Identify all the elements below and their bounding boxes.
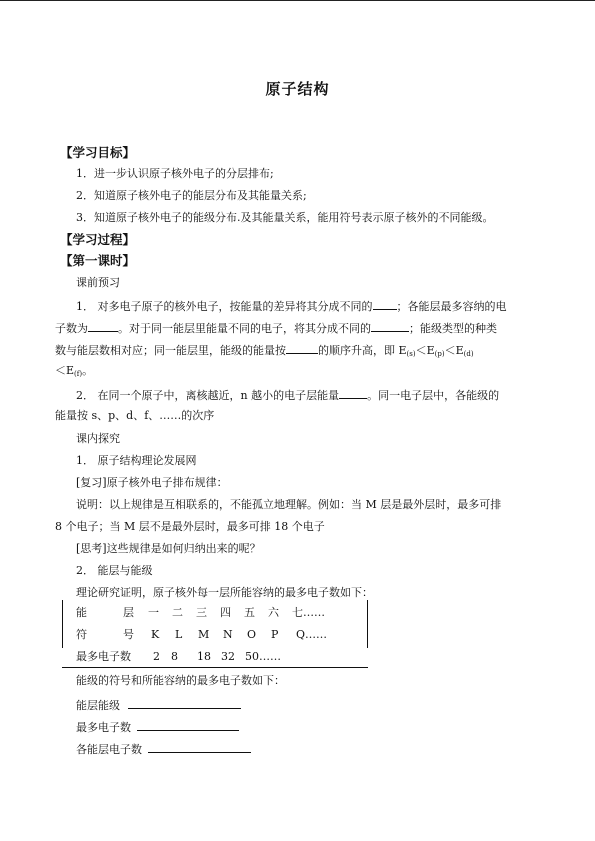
learning-goal-item: 3．知道原子核外电子的能级分布.及其能量关系，能用符号表示原子核外的不同能级。 [76, 211, 494, 224]
answer-blank[interactable] [373, 298, 397, 310]
subscript-p: (p) [434, 350, 445, 358]
table-cell: P [271, 628, 279, 641]
learning-goals-heading: 【学习目标】 [60, 145, 136, 160]
page-title: 原子结构 [265, 80, 330, 98]
in-class-item1: 1． 原子结构理论发展网 [76, 454, 197, 467]
field-label: 各能层电子数 [76, 743, 142, 756]
q1-text: ＜E [444, 344, 464, 357]
q2-text: 2． 在同一个原子中，离核越近，n 越小的电子层能量 [76, 389, 340, 402]
answer-blank[interactable] [339, 387, 367, 399]
table-cell: 50…… [245, 650, 281, 663]
table-cell: 18 [197, 650, 211, 663]
table-cell: N [223, 628, 233, 641]
table-cell: 四 [220, 606, 231, 619]
q1-text: 的顺序升高，即 E [318, 344, 407, 357]
table-cell: 能 [76, 606, 87, 619]
preview-q1-line3 [55, 342, 474, 361]
table-cell: O [247, 628, 257, 641]
top-rule [0, 0, 595, 1]
table-cell: Q…… [296, 628, 328, 641]
preview-label: 课前预习 [76, 276, 120, 289]
review-label: [复习]原子核外电子排布规律： [76, 476, 228, 489]
sublevel-intro: 能级的符号和所能容纳的最多电子数如下： [76, 674, 285, 687]
answer-blank[interactable] [88, 320, 118, 332]
q1-text: ＜E [415, 344, 435, 357]
process-heading: 【学习过程】 [60, 232, 136, 247]
table-cell: 二 [172, 606, 183, 619]
table-cell: 六 [268, 606, 279, 619]
q1-text: ；能级类型的种类 [409, 322, 497, 335]
field-row [76, 697, 241, 713]
table-border-left [62, 600, 63, 648]
q1-text: 。对于同一能层里能量不同的电子，将其分成不同的 [118, 322, 371, 335]
table-cell: 2 [153, 650, 160, 663]
field-label: 能层能级 [76, 699, 120, 712]
q1-text: 。 [82, 364, 94, 377]
field-label: 最多电子数 [76, 721, 131, 734]
learning-goal-item: 1．进一步认识原子核外电子的分层排布; [76, 167, 274, 180]
table-border-bottom [62, 667, 368, 668]
subscript-s: (s) [406, 350, 416, 358]
note-line2: 8 个电子；当 M 层不是最外层时，最多可排 18 个电子 [55, 520, 325, 533]
preview-q1-line1 [76, 298, 507, 314]
subscript-f: (f) [74, 370, 83, 378]
answer-blank[interactable] [137, 719, 239, 731]
field-row [76, 741, 251, 757]
note-line1: 说明：以上规律是互相联系的，不能孤立地理解。例如：当 M 层是最外层时，最多可排 [76, 498, 502, 511]
preview-q2-line1 [76, 387, 499, 403]
field-row [76, 719, 239, 735]
answer-blank[interactable] [148, 741, 251, 753]
answer-blank[interactable] [128, 697, 241, 709]
theory-text: 理论研究证明，原子核外每一层所能容纳的最多电子数如下： [76, 586, 373, 599]
answer-blank[interactable] [286, 342, 318, 354]
table-cell: 32 [221, 650, 235, 663]
table-cell: 一 [148, 606, 159, 619]
q1-text: 1． 对多电子原子的核外电子，按能量的差异将其分成不同的 [76, 300, 373, 313]
subscript-d: (d) [463, 350, 474, 358]
answer-blank[interactable] [371, 320, 409, 332]
learning-goal-item: 2．知道原子核外电子的能层分布及其能量关系; [76, 189, 307, 202]
think-label: [思考]这些规律是如何归纳出来的呢？ [76, 542, 261, 555]
preview-q2-line2: 能量按 s、p、d、f、……的次序 [55, 409, 215, 422]
table-cell: 七…… [292, 606, 325, 619]
table-cell: 号 [123, 628, 134, 641]
lesson-heading: 【第一课时】 [60, 253, 136, 268]
q1-text: 子数为 [55, 322, 88, 335]
table-cell: 三 [196, 606, 207, 619]
table-cell: K [151, 628, 160, 641]
table-cell: 符 [76, 628, 87, 641]
in-class-label: 课内探究 [76, 432, 120, 445]
preview-q1-line4 [55, 364, 93, 381]
in-class-item2: 2． 能层与能级 [76, 564, 153, 577]
preview-q1-line2 [55, 320, 497, 336]
shell-table [62, 600, 368, 668]
table-cell: 8 [171, 650, 178, 663]
table-cell: 层 [123, 606, 134, 619]
table-cell: 最多电子数 [76, 650, 131, 663]
q1-text: ；各能层最多容纳的电 [396, 300, 507, 313]
q1-text: 数与能层数相对应；同一能层里，能级的能量按 [55, 344, 286, 357]
table-cell: 五 [244, 606, 255, 619]
table-cell: L [175, 628, 183, 641]
table-cell: M [198, 628, 210, 641]
table-border-right [367, 600, 368, 648]
q1-text: ＜E [55, 364, 75, 377]
q2-text: 。同一电子层中，各能级的 [367, 389, 500, 402]
